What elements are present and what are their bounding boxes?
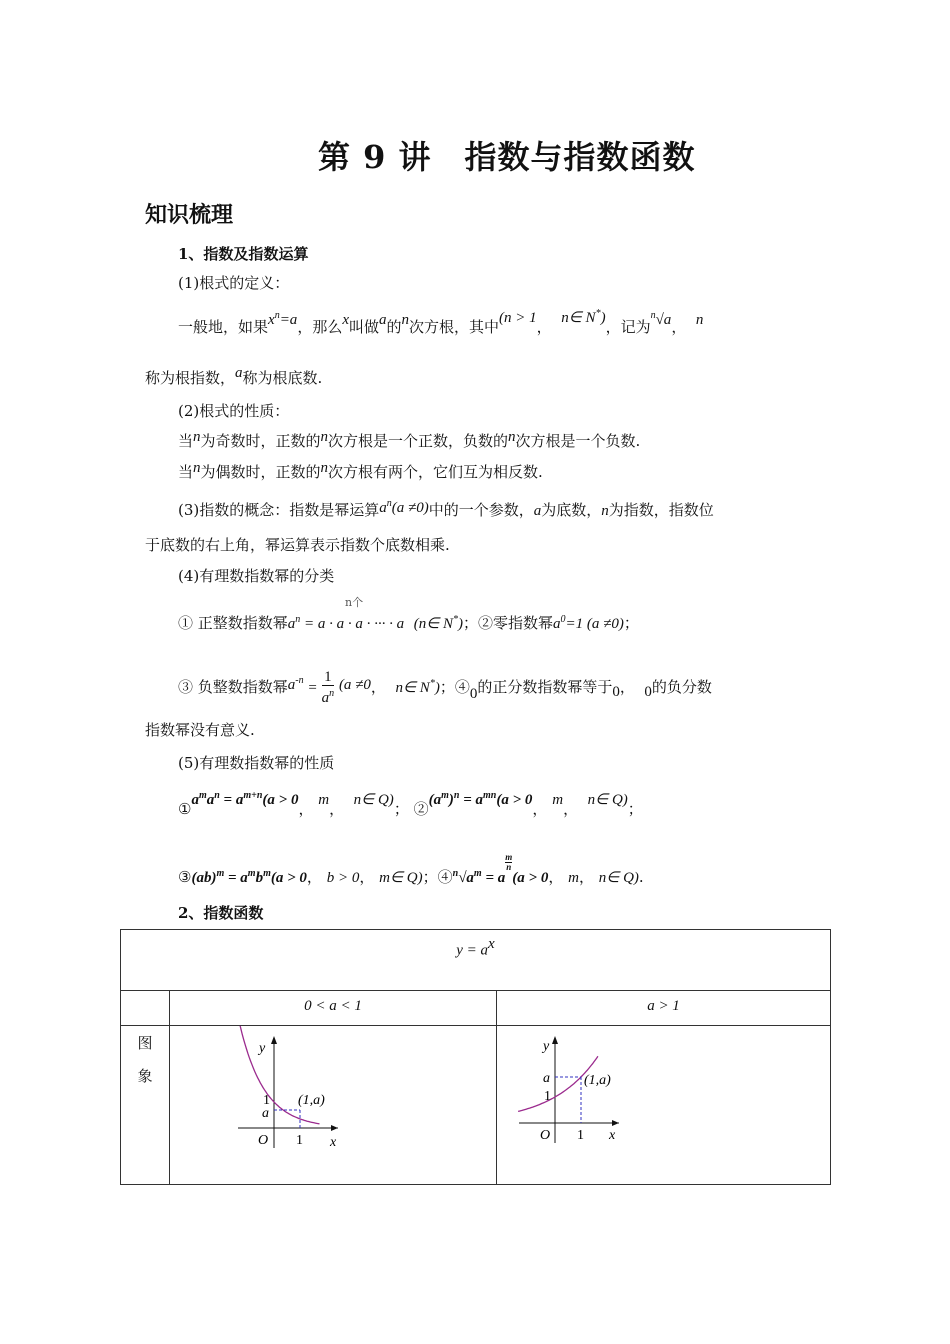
math: (a > 0 — [496, 792, 533, 808]
graph-cell-decreasing — [170, 1026, 497, 1185]
math-sup: n — [453, 790, 460, 801]
page-title: 第 9 讲 指数与指数函数 — [318, 138, 696, 176]
math-sup: m — [473, 868, 482, 879]
math-prop4 — [452, 852, 549, 886]
math-fraction — [322, 670, 335, 706]
math-cond2 — [395, 680, 439, 696]
text: ， — [536, 318, 552, 336]
math-n: n — [695, 312, 704, 328]
math-cond2 — [561, 310, 605, 326]
text: ， — [578, 868, 594, 886]
decay-curve — [237, 1026, 320, 1124]
table-col-2 — [497, 991, 831, 1026]
x-axis-arrow — [612, 1120, 619, 1126]
text: 次方根，其中 — [409, 318, 500, 336]
math-cond — [414, 616, 463, 632]
graph-increasing — [497, 1026, 830, 1184]
fraction-numerator: m — [505, 852, 513, 862]
math: a — [206, 792, 215, 808]
math: = — [308, 680, 317, 696]
col-label: a > 1 — [647, 998, 680, 1014]
text: ；④ — [439, 678, 470, 696]
math: √a — [655, 312, 672, 328]
text: ； — [627, 800, 643, 818]
math: a — [321, 690, 330, 706]
property-even — [178, 461, 543, 482]
text: 为奇数时，正数的 — [200, 432, 321, 450]
text: ；④ — [422, 868, 453, 886]
x-one-label: 1 — [577, 1128, 584, 1143]
math-sup: m — [216, 868, 225, 879]
table-header-sup: x — [488, 936, 495, 952]
text: 为指数，指数位 — [608, 501, 714, 519]
math-sup: 0 — [560, 614, 566, 625]
math-sup: m — [263, 868, 271, 879]
math: x — [268, 312, 275, 328]
math-sup: m — [198, 790, 207, 801]
math: (a ≠0) — [586, 616, 624, 632]
text: ， — [563, 800, 579, 818]
table-header-cell — [121, 930, 831, 991]
math: (a — [428, 792, 442, 808]
circle-number: ② — [413, 800, 429, 818]
text: ， — [548, 868, 564, 886]
math: (ab) — [191, 870, 217, 886]
class-line-3b: 指数幂没有意义. — [145, 721, 255, 739]
text: 的负分数 — [651, 678, 712, 696]
origin-label: O — [540, 1128, 551, 1143]
math-sup: m+n — [243, 790, 263, 801]
math: a — [287, 616, 296, 632]
text: 中的一个参数， — [428, 501, 534, 519]
x-one-label: 1 — [296, 1133, 303, 1148]
text: ， — [306, 868, 322, 886]
math-sup: n — [214, 790, 220, 801]
graph-decreasing — [170, 1026, 496, 1184]
origin-label: O — [258, 1133, 269, 1148]
text: ， — [298, 800, 314, 818]
y-one-label: 1 — [544, 1089, 551, 1104]
classify-heading: (4)有理数指数幂的分类 — [178, 567, 335, 585]
math: a — [553, 616, 561, 632]
text: 次方根是一个负数. — [515, 432, 641, 450]
text: 称为根底数. — [242, 369, 323, 387]
fraction-denominator: n — [506, 862, 512, 872]
y-one-label: 1 — [263, 1093, 270, 1108]
math-zero: 0 — [644, 684, 652, 700]
text: ，那么 — [297, 318, 343, 336]
fraction-denominator — [322, 686, 335, 706]
text: ， — [359, 868, 375, 886]
math-expr — [379, 500, 428, 516]
math-m: m — [568, 870, 579, 886]
text: 的正分数指数幂等于 — [477, 678, 613, 696]
math: (a > 0 — [270, 870, 307, 886]
math-prop3 — [191, 870, 306, 886]
graph-cell-increasing — [497, 1026, 831, 1185]
math-n: n — [320, 429, 329, 445]
math: = a — [485, 870, 506, 886]
x-axis-arrow — [331, 1125, 338, 1131]
math: a — [379, 500, 387, 516]
math-prop1 — [191, 792, 298, 808]
y-a-label: a — [262, 1106, 269, 1121]
math-n: n — [601, 503, 609, 519]
math: ) — [448, 792, 454, 808]
y-a-label: a — [543, 1071, 550, 1086]
exponential-function-table — [120, 929, 831, 1185]
math: = a — [227, 870, 248, 886]
math-n: n — [508, 429, 516, 445]
text: (3)指数的概念：指数是幂运算 — [178, 501, 380, 519]
math-sup: n — [386, 498, 392, 509]
math-a: a — [533, 503, 542, 519]
math-n: n∈ Q) — [353, 792, 394, 808]
text: ， — [370, 678, 386, 696]
math-sup: * — [595, 308, 601, 319]
table-header: y = a — [456, 942, 489, 959]
text: 当 — [178, 463, 194, 481]
math-positive-int — [288, 616, 404, 632]
math-b: b > 0 — [326, 870, 360, 886]
math: ) — [600, 310, 606, 326]
x-label: x — [330, 1135, 337, 1150]
math-prop2 — [429, 792, 533, 808]
math: (n∈ N — [413, 616, 454, 632]
y-axis-arrow — [271, 1036, 277, 1044]
math-eq — [268, 312, 297, 328]
math-sup: n — [295, 614, 301, 625]
math-sup: n — [329, 688, 335, 699]
section-heading: 知识梳理 — [145, 202, 234, 228]
math-zero: 0 — [612, 684, 620, 700]
math: ) — [434, 680, 440, 696]
class-line-1 — [178, 612, 639, 633]
math-sup: m — [247, 868, 256, 879]
text: ， — [619, 678, 635, 696]
math-neg-base — [288, 677, 304, 693]
col-label: 0 < a < 1 — [304, 998, 362, 1014]
property-heading: (2)根式的性质： — [178, 402, 290, 420]
text: 次方根是一个正数，负数的 — [328, 432, 509, 450]
math: =a — [279, 312, 298, 328]
text: ； — [393, 800, 409, 818]
math: n∈ N — [395, 680, 430, 696]
math: b — [255, 870, 264, 886]
math: √a — [458, 870, 474, 886]
math-zero: 0 — [469, 686, 478, 702]
table-empty-cell — [121, 991, 170, 1026]
props-heading: (5)有理数指数幂的性质 — [178, 754, 335, 772]
math: ) — [458, 616, 464, 632]
math-a: a — [235, 365, 243, 381]
math: =1 — [565, 616, 584, 632]
math-n: n — [193, 460, 201, 476]
text: 的 — [386, 318, 402, 336]
class-line-3 — [178, 670, 712, 706]
math-sup: n — [452, 868, 459, 879]
text: 一般地，如果 — [178, 318, 269, 336]
math: (a ≠0) — [391, 500, 429, 516]
math: a — [191, 792, 199, 808]
point-label: (1,a) — [584, 1073, 611, 1088]
math-n: n∈ Q) — [587, 792, 628, 808]
table-col-1 — [170, 991, 497, 1026]
math-sup: m — [441, 790, 449, 801]
y-axis-arrow — [552, 1036, 558, 1044]
text: ，记为 — [605, 318, 651, 336]
math: = a — [223, 792, 244, 808]
math: = a — [463, 792, 484, 808]
concept-line — [178, 499, 714, 520]
math-m: m∈ Q) — [379, 870, 423, 886]
text: 为底数， — [541, 501, 602, 519]
text: 次方根有两个，它们互为相反数. — [328, 463, 543, 481]
circle-number: ① — [178, 800, 192, 818]
row-label: 象 — [137, 1067, 153, 1085]
math: a — [287, 677, 296, 693]
subsection-heading-1: 1、指数及指数运算 — [178, 245, 309, 263]
math-n: n — [401, 312, 410, 328]
text: ③ 负整数指数幂 — [178, 678, 288, 696]
math-sup: n — [274, 310, 280, 321]
text: ； — [623, 614, 639, 632]
text: 称为根指数， — [145, 369, 236, 387]
x-label: x — [609, 1128, 616, 1143]
math-sup: n — [650, 310, 656, 321]
table-row-label — [121, 1026, 170, 1185]
math-m: m — [318, 792, 330, 808]
fraction-numerator: 1 — [322, 670, 335, 686]
definition-heading: (1)根式的定义： — [178, 274, 290, 292]
text: ① 正整数指数幂 — [178, 614, 288, 632]
math-sup: * — [453, 614, 459, 625]
brace-note: n个 — [345, 596, 364, 609]
text: . — [638, 868, 644, 886]
y-label: y — [543, 1039, 550, 1054]
circle-number: ③ — [178, 868, 192, 886]
text: ， — [532, 800, 548, 818]
property-line-1 — [178, 788, 643, 818]
text: 为偶数时，正数的 — [200, 463, 321, 481]
math-zero — [553, 616, 624, 632]
math: n∈ N — [561, 310, 596, 326]
text: 当 — [178, 432, 194, 450]
concept-line-2: 于底数的右上角，幂运算表示指数个底数相乘. — [145, 536, 450, 554]
math: = a · a · a · ··· · a — [304, 616, 405, 632]
row-label: 图 — [137, 1034, 153, 1052]
math-x: x — [342, 312, 349, 328]
math: (a > 0 — [512, 870, 549, 886]
math-sup: -n — [295, 675, 304, 686]
math-cond: (a ≠0 — [338, 677, 371, 693]
subsection-heading-2: 2、指数函数 — [178, 904, 264, 922]
text: 叫做 — [349, 318, 380, 336]
math-cond: (n > 1 — [499, 310, 537, 326]
text: ， — [329, 800, 345, 818]
math: (a > 0 — [262, 792, 299, 808]
math-sup: mn — [483, 790, 497, 801]
point-label: (1,a) — [298, 1093, 325, 1108]
definition-line — [178, 308, 704, 337]
math-m: m — [552, 792, 564, 808]
math-n: n — [193, 429, 201, 445]
text: ；②零指数幂 — [463, 614, 554, 632]
definition-line-2 — [145, 367, 322, 388]
y-label: y — [259, 1041, 266, 1056]
text: ， — [671, 318, 687, 336]
math-root — [651, 312, 672, 328]
math-n: n — [320, 460, 329, 476]
property-line-2 — [178, 853, 644, 887]
math-a: a — [379, 312, 387, 328]
property-odd — [178, 430, 640, 451]
math-n: n∈ Q) — [598, 870, 639, 886]
math-sup: * — [429, 678, 435, 689]
